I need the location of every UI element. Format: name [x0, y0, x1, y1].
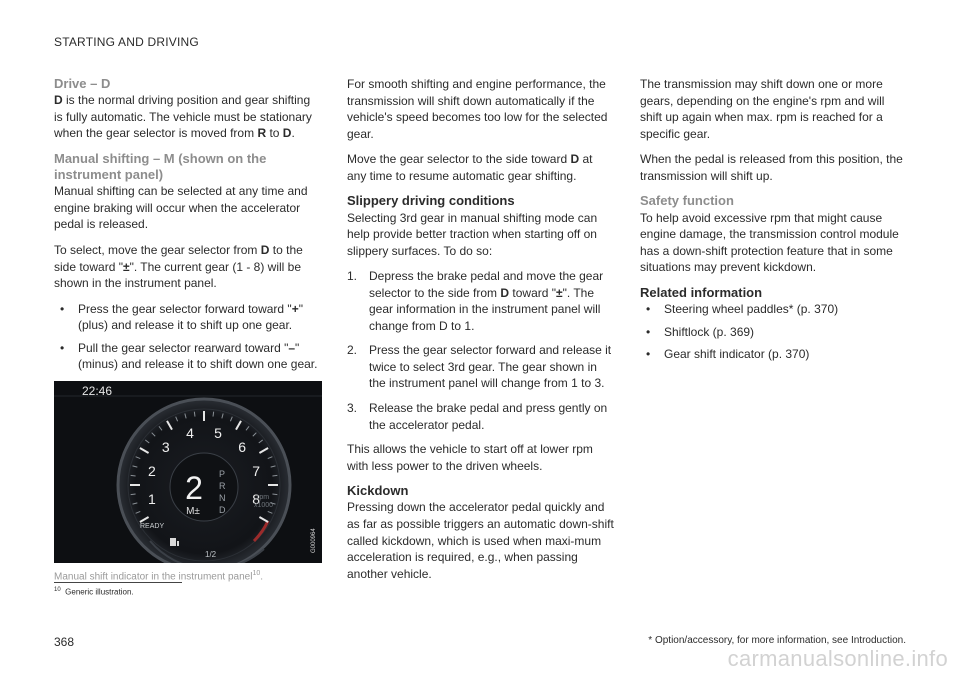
prnd-p: P: [219, 468, 226, 479]
prnd-n: N: [219, 492, 226, 503]
dial-tick: [213, 411, 214, 416]
list-item: • Press the gear selector forward toward "+" (plus) and release it to shift up one gear.: [54, 301, 322, 334]
kickdown-shift-paragraph: The transmission may shift down one or more gears, depending on the engine's rpm and will shift up again when max. rpm is reached for a specific gear.: [640, 77, 885, 141]
heading-slippery-conditions: Slippery driving conditions: [347, 193, 515, 209]
heading-safety-function: Safety function: [640, 193, 734, 209]
dial-tick: [194, 411, 195, 416]
illustration-code: G000964: [311, 528, 317, 553]
list-item: • Pull the gear selector rearward toward "–" (minus) and release it to shift down one gear.: [54, 340, 322, 373]
clock-time: 22:46: [82, 383, 113, 398]
safety-paragraph: To help avoid excessive rpm that might cause engine damage, the transmission control module has a down-shift protection feature that in some situations may prevent kickdown.: [640, 210, 899, 275]
dial-tick-label: 2: [147, 462, 156, 479]
ready-indicator: READY: [140, 522, 165, 530]
drive-paragraph: D is the normal driving position and gear shifting is fully automatic. The vehicle must be stationary when the gear selector is moved from R to D.: [54, 93, 312, 141]
footer-option-note: * Option/accessory, for more information, see Introduction.: [648, 635, 906, 646]
heading-kickdown: Kickdown: [347, 483, 409, 499]
dial-tick-label: 6: [238, 438, 247, 455]
dial-tick-label: 5: [214, 424, 222, 441]
dial-tick-label: 7: [252, 462, 261, 479]
dial-tick: [131, 475, 136, 476]
figure-caption: Manual shift indicator in the instrument panel$^{10}$.: [54, 569, 264, 583]
prnd-r: R: [219, 480, 226, 491]
page-header: STARTING AND DRIVING: [54, 35, 199, 49]
low-rpm-paragraph: This allows the vehicle to start off at lower rpm with less power to the driven wheels.: [347, 442, 593, 473]
manual-shift-list: [54, 301, 322, 373]
watermark-logo: carmanualsonline.info: [727, 646, 948, 671]
related-links-list: [640, 301, 908, 363]
related-link-gear-shift-indicator[interactable]: • Gear shift indicator (p. 370): [640, 346, 908, 363]
list-item: 1. Depress the brake pedal and move the gear selector to the side from D toward "±". The gear information in the instrument panel will change from D to 1.: [347, 269, 604, 333]
related-link-shiftlock[interactable]: • Shiftlock (p. 369): [640, 324, 908, 341]
fuel-half-label: 1/2: [205, 549, 217, 559]
slippery-steps: [347, 268, 615, 433]
slippery-paragraph: Selecting 3rd gear in manual shifting mode can help provide better traction when starting off on slippery surfaces. To do so:: [347, 210, 598, 258]
heading-manual-shifting: Manual shifting – M (shown on the instrument panel): [54, 150, 267, 183]
instrument-panel-illustration: [54, 381, 322, 563]
dial-tick-label: 8: [252, 490, 261, 507]
heading-drive: Drive – D: [54, 76, 111, 91]
rpm-scale: x1000: [254, 501, 274, 509]
dial-tick-label: 1: [147, 490, 156, 507]
manual-mode-indicator: M±: [186, 505, 200, 517]
dial-tick: [272, 494, 277, 495]
rpm-unit: rpm: [257, 493, 270, 501]
current-gear: 2: [185, 469, 203, 506]
footnote-divider: [54, 582, 182, 583]
dial-tick-label: 4: [186, 424, 194, 441]
column-2: [347, 76, 615, 591]
resume-auto-paragraph: Move the gear selector to the side toward D at any time to resume automatic gear shifting.: [347, 152, 593, 183]
column-3: [640, 76, 908, 371]
kickdown-paragraph: Pressing down the accelerator pedal quickly and as far as possible triggers an automatic down-shift called kickdown, which is used when maxi-mum acceleration is required, e.g., when passing another vehicle.: [347, 500, 614, 581]
list-item: 2. Press the gear selector forward and release it twice to select 3rd gear. The gear shown in the instrument panel will change from 1 to 3.: [347, 343, 612, 391]
dial-tick-label: 3: [161, 438, 170, 455]
manual-paragraph-2: To select, move the gear selector from D to the side toward "±". The current gear (1 - 8) will be shown in the instrument panel.: [54, 243, 303, 291]
footnote: $^{10}$ Generic illustration.: [54, 587, 134, 597]
page-number: 368: [54, 635, 75, 649]
prnd-d: D: [219, 504, 226, 515]
dial-tick: [272, 475, 277, 476]
column-1: [54, 76, 322, 584]
manual-paragraph-1: Manual shifting can be selected at any time and engine braking will occur when the accelerator pedal is released.: [54, 184, 308, 232]
gear-display-ring: [170, 453, 238, 521]
list-item: 3. Release the brake pedal and press gently on the accelerator pedal.: [347, 401, 608, 432]
dial-tick: [131, 494, 136, 495]
pedal-release-paragraph: When the pedal is released from this position, the transmission will shift up.: [640, 152, 903, 183]
related-link-steering-paddles[interactable]: • Steering wheel paddles* (p. 370): [640, 301, 908, 318]
heading-related-information: Related information: [640, 284, 763, 300]
instrument-panel-figure: [54, 381, 322, 563]
downshift-paragraph: For smooth shifting and engine performance, the transmission will shift down automatically if the vehicle's speed becomes too low for the selected gear.: [347, 77, 608, 141]
